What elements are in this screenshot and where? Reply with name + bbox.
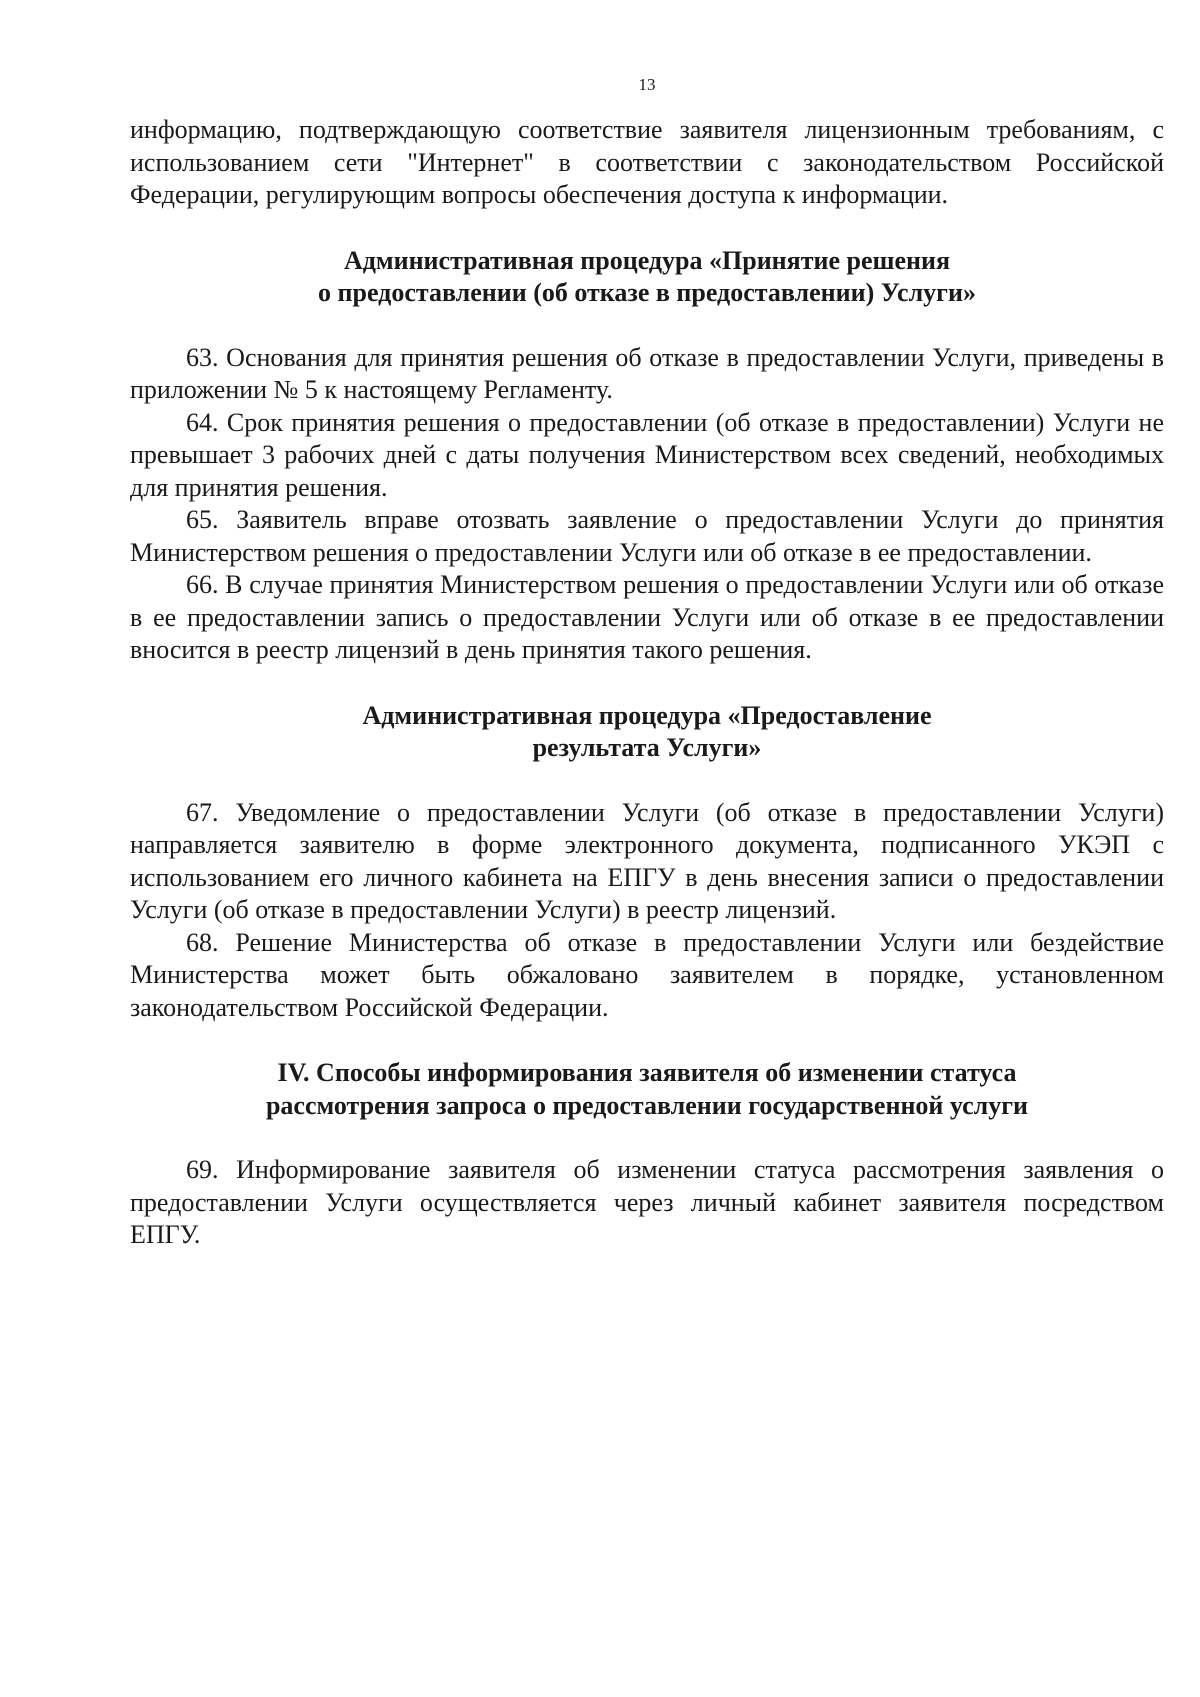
heading-line: о предоставлении (об отказе в предоставлении) Услуги» bbox=[318, 278, 976, 307]
intro-paragraph: информацию, подтверждающую соответствие заявителя лицензионным требованиям, с использованием сети "Интернет" в соответствии с законодательством Российской Федерации, регулирующим вопросы обеспечения доступа к информации. bbox=[130, 115, 1164, 209]
heading-line: Административная процедура «Предоставление bbox=[362, 700, 932, 730]
heading-line: Административная процедура «Принятие решения bbox=[343, 245, 951, 275]
heading-line: результата Услуги» bbox=[532, 733, 762, 762]
page-number: 13 bbox=[638, 75, 656, 94]
clause-67: 67. Уведомление о предоставлении Услуги (об отказе в предоставлении Услуги) направляется заявителю в форме электронного документа, подписанного УКЭП с использованием его личного кабинета на ЕПГУ в день внесения записи о предоставлении Услуги (об отказе в предоставлении Услуги) в реестр лицензий. bbox=[130, 797, 1164, 924]
section-notification-body bbox=[130, 1154, 1164, 1252]
clause-68: 68. Решение Министерства об отказе в предоставлении Услуги или бездействие Министерства может быть обжаловано заявителем в порядке, установленном законодательством Российской Федерации. bbox=[130, 927, 1164, 1022]
heading-line: рассмотрения запроса о предоставлении государственной услуги bbox=[265, 1090, 1029, 1120]
section-decision-body bbox=[130, 342, 1164, 667]
document-body bbox=[130, 114, 1164, 1252]
section-heading-decision bbox=[130, 245, 1164, 310]
section-heading-result bbox=[130, 700, 1164, 765]
clause-66: 66. В случае принятия Министерством решения о предоставлении Услуги или об отказе в ее предоставлении запись о предоставлении Услуги или об отказе в ее предоставлении вносится в реестр лицензий в день принятия такого решения. bbox=[130, 570, 1164, 664]
section-heading-notification bbox=[130, 1057, 1164, 1122]
clause-64: 64. Срок принятия решения о предоставлении (об отказе в предоставлении) Услуги не превышает 3 рабочих дней с даты получения Министерством всех сведений, необходимых для принятия решения. bbox=[130, 407, 1164, 502]
clause-63: 63. Основания для принятия решения об отказе в предоставлении Услуги, приведены в приложении № 5 к настоящему Регламенту. bbox=[130, 342, 1164, 404]
heading-line: IV. Способы информирования заявителя об изменении статуса bbox=[277, 1058, 1017, 1087]
section-result-body bbox=[130, 797, 1164, 1025]
clause-65: 65. Заявитель вправе отозвать заявление о предоставлении Услуги до принятия Министерством решения о предоставлении Услуги или об отказе в ее предоставлении. bbox=[130, 505, 1164, 567]
clause-69: 69. Информирование заявителя об изменении статуса рассмотрения заявления о предоставлении Услуги осуществляется через личный кабинет заявителя посредством ЕПГУ. bbox=[130, 1155, 1164, 1249]
